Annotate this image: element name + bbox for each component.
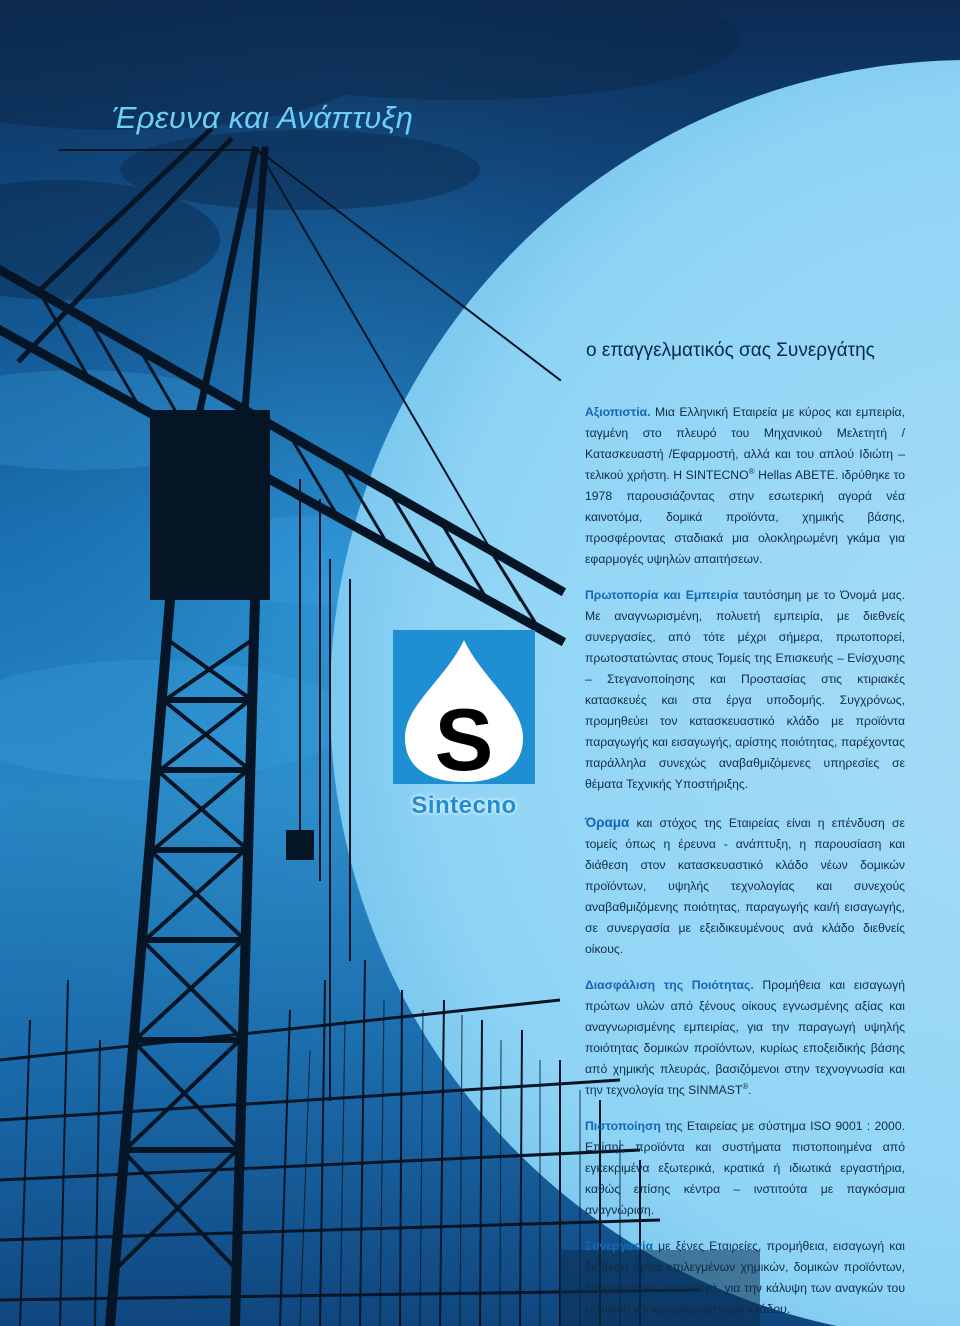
logo-box [393, 630, 535, 784]
page-title: Έρευνα και Ανάπτυξη [112, 100, 414, 135]
section-keyword: Συνεργασία [585, 1239, 653, 1253]
section-cooperation [585, 1236, 905, 1320]
section-text: Hellas ABETE. ιδρύθηκε το 1978 παρουσιάζοντας στην εσωτερική αγορά νέα καινοτόμα, δομικά προϊόντα, χημικής βάσης, προσφέροντας σταδιακά μια ολοκληρωμένη γκάμα για εφαρμογές υψηλών απαιτήσεων. [585, 468, 905, 566]
section-text: Προμήθεια και εισαγωγή πρώτων υλών από ξένους οίκους εγνωσμένης αξίας και αναγνωρισμένης εμπειρίας, για την παραγωγή υψηλής ποιότητας δομικών προϊόντων, κυρίως εποξειδικής βάσης από χημικής πλευράς, βασιζόμενοι στην τεχνογνωσία και την τεχνολογία της SINMAST [585, 978, 906, 1097]
section-vision [585, 812, 905, 960]
section-innovation [585, 585, 905, 795]
registered-mark: ® [748, 466, 755, 476]
section-reliability [585, 402, 905, 570]
section-keyword: Όραμα [585, 815, 630, 830]
section-text: Μια Ελληνική Εταιρεία με κύρος και εμπειρία, ταγμένη στο πλευρό του Μηχανικού Μελετητή / Κατασκευαστή /Εφαρμοστή, αλλά και του απλού Ιδιώτη – τελικού χρήστη. Η SINTECNO [585, 405, 905, 482]
section-text: ταυτόσημη με το Όνομά μας. Με αναγνωρισμένη, πολυετή εμπειρία, με διεθνείς συνεργασίες, από τότε μέχρι σήμερα, πρωτοπορεί, πρωτοστατώντας στους Τομείς της Επισκευής – Ενίσχυσης – Στεγανοποίησης και Προστασίας στις κτιριακές κατασκευές και στα έργα υποδομής. Συγχρόνως, προμηθεύει τον κατασκευαστικό κλάδο με προϊόντα παραγωγής και εισαγωγής, αρίστης ποιότητας, παρέχοντας παράλληλα συνεχώς αναβαθμιζόμενες υπηρεσίες σε θέματα Τεχνικής Υποστήριξης. [585, 588, 905, 791]
section-text: με ξένες Εταιρείες, προμήθεια, εισαγωγή και διάθεση άρτια επιλεγμένων χημικών, δομικών προϊόντων, έτοιμων προς εφαρμογή, για την κάλυψη των αναγκών του τεχνικού και κατασκευαστικού κλάδου. [585, 1239, 905, 1316]
section-keyword: Διασφάλιση της Ποιότητας. [585, 978, 754, 992]
section-keyword: Πιστοποίηση [585, 1119, 661, 1133]
section-keyword: Αξιοπιστία. [585, 405, 651, 419]
registered-mark: ® [742, 1081, 749, 1091]
logo-letter: S [434, 690, 494, 784]
page-subtitle: ο επαγγελματικός σας Συνεργάτης [586, 340, 875, 361]
section-certification [585, 1116, 905, 1221]
logo-brand-text: Sintecno [411, 792, 517, 819]
section-text: . [748, 1083, 752, 1097]
main-text-column [585, 402, 905, 1320]
section-quality-assurance [585, 975, 905, 1101]
section-keyword: Πρωτοπορία και Εμπειρία [585, 588, 739, 602]
section-text: και στόχος της Εταιρείας είναι η επένδυση σε τομείς όπως η έρευνα - ανάπτυξη, η παρουσίαση και διάθεση στον κατασκευαστικό κλάδο νέων δομικών προϊόντων, υψηλής τεχνολογίας και συνεχούς αναβαθμιζόμενης ποιότητας, παραγωγής και/ή εισαγωγής, σε συνεργασία με εξειδικευμένους ανά κλάδο διεθνείς οίκους. [585, 816, 905, 956]
drop-icon [393, 630, 535, 784]
sintecno-logo [393, 630, 535, 820]
section-text: της Εταιρείας με σύστημα ISO 9001 : 2000. Επίσης προϊόντα και συστήματα πιστοποιημένα από εγκεκριμένα εξωτερικά, κρατικά ή ιδιωτικά εργαστήρια, καθώς επίσης κέντρα – ινστιτούτα με παγκόσμια αναγνώριση. [585, 1119, 905, 1217]
